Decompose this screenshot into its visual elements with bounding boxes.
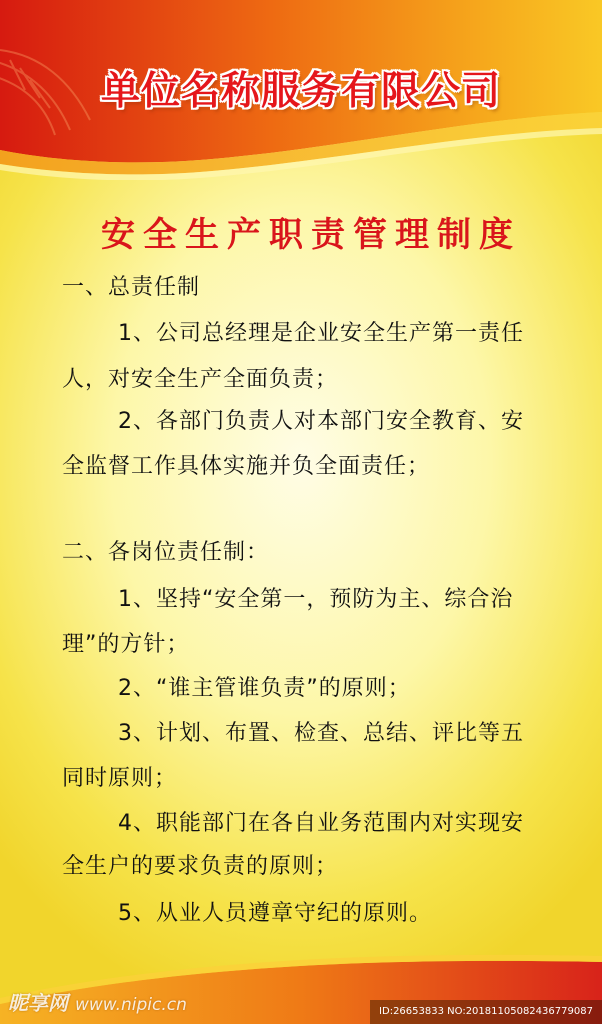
policy-line: 2、“谁主管谁负责”的原则；	[118, 676, 411, 701]
policy-line: 人，对安全生产全面负责；	[62, 367, 339, 392]
policy-line: 1、公司总经理是企业安全生产第一责任	[118, 321, 524, 346]
policy-line: 同时原则；	[62, 766, 178, 791]
policy-line: 理”的方针；	[62, 632, 190, 657]
policy-line: 4、职能部门在各自业务范围内对实现安	[118, 811, 524, 836]
watermark-url: www.nipic.cn	[74, 995, 187, 1015]
policy-line: 全监督工作具体实施并负全面责任；	[62, 454, 431, 479]
watermark-brand: 昵享网	[8, 991, 68, 1015]
document-title: 安全生产职责管理制度	[101, 215, 521, 255]
section-heading: 二、各岗位责任制：	[62, 540, 270, 565]
top-fine-print	[0, 2, 602, 22]
policy-line: 3、计划、布置、检查、总结、评比等五	[118, 721, 524, 746]
policy-line: 2、各部门负责人对本部门安全教育、安	[118, 409, 524, 434]
watermark	[8, 987, 187, 1016]
policy-line: 全生户的要求负责的原则；	[62, 854, 339, 879]
section-heading: 一、总责任制	[62, 275, 201, 300]
policy-line: 1、坚持“安全第一，预防为主、综合治	[118, 587, 514, 612]
company-name: 单位名称服务有限公司	[100, 69, 501, 114]
image-id-strip: ID:26653833 NO:20181105082436779087	[370, 1000, 602, 1024]
policy-line: 5、从业人员遵章守纪的原则。	[118, 901, 432, 926]
